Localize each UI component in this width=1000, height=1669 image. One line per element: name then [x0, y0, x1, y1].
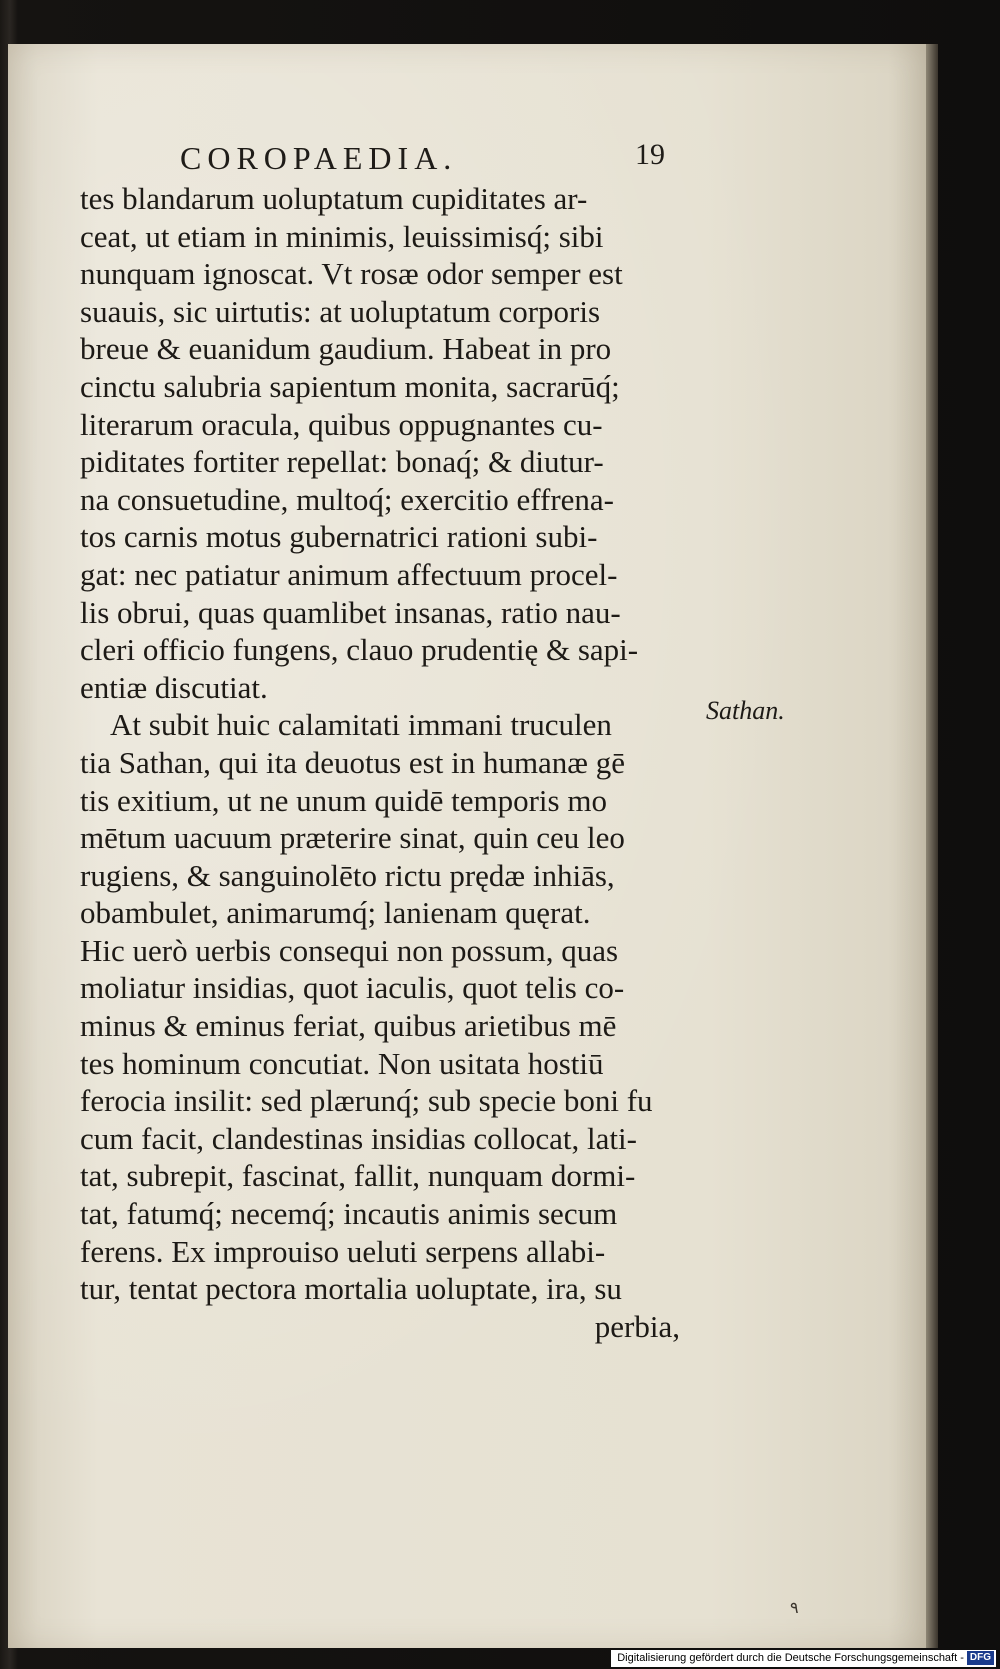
text-line: mētum uacuum præterire sinat, quin ceu leo: [80, 820, 625, 856]
text-line: tat, fatumq́; necemq́; incautis animis secum: [80, 1196, 618, 1232]
text-line: gat: nec patiatur animum affectuum procel-: [80, 556, 618, 592]
text-line: Hic uerò uerbis consequi non possum, quas: [80, 932, 619, 968]
text-line: tes hominum concutiat. Non usitata hostiū: [80, 1045, 604, 1081]
text-line: piditates fortiter repellat: bonaq́; & diutur-: [80, 444, 604, 480]
text-line: cinctu salubria sapientum monita, sacrarūq́;: [80, 368, 620, 404]
text-line: ferens. Ex improuiso ueluti serpens allabi-: [80, 1233, 606, 1269]
digitization-credit: [611, 1650, 996, 1667]
text-line: moliatur insidias, quot iaculis, quot telis co-: [80, 970, 625, 1006]
text-line: minus & eminus feriat, quibus arietibus mē: [80, 1008, 617, 1044]
text-line: entiæ discutiat.: [80, 669, 268, 705]
text-line: ferocia insilit: sed plærunq́; sub specie boni fu: [80, 1083, 653, 1119]
ink-mark-icon: ٩: [790, 1598, 799, 1617]
text-line: tia Sathan, qui ita deuotus est in humanæ gē: [80, 744, 625, 780]
text-line: breue & euanidum gaudium. Habeat in pro: [80, 331, 612, 367]
text-line: nunquam ignoscat. Vt rosæ odor semper est: [80, 256, 623, 292]
text-line: tes blandarum uoluptatum cupiditates ar-: [80, 181, 588, 216]
text-line: At subit huic calamitati immani truculen: [110, 707, 612, 743]
credit-text: Digitalisierung gefördert durch die Deutsche Forschungsgemeinschaft -: [617, 1652, 964, 1664]
page-edge: [926, 44, 938, 1648]
text-line: tur, tentat pectora mortalia uoluptate, ira, su: [80, 1271, 622, 1307]
text-line: suauis, sic uirtutis: at uoluptatum corporis: [80, 293, 601, 329]
running-title: COROPAEDIA.: [180, 140, 458, 176]
text-line: cleri officio fungens, clauo prudentię & sapi-: [80, 632, 639, 668]
marginal-note: Sathan.: [706, 696, 785, 725]
catchword-line: perbia,: [594, 1308, 680, 1344]
text-line: rugiens, & sanguinolēto rictu prędæ inhiās,: [80, 857, 615, 893]
text-line: tos carnis motus gubernatrici rationi subi-: [80, 519, 598, 555]
text-line: lis obrui, quas quamlibet insanas, ratio nau-: [80, 594, 621, 630]
text-line: literarum oracula, quibus oppugnantes cu-: [80, 406, 603, 442]
text-line: tis exitium, ut ne unum quidē temporis mo: [80, 782, 607, 818]
text-line: tat, subrepit, fascinat, fallit, nunquam dormi-: [80, 1158, 636, 1194]
text-line: ceat, ut etiam in minimis, leuissimisq́; sibi: [80, 218, 604, 254]
dfg-logo: DFG: [967, 1651, 994, 1665]
page-number: 19: [635, 138, 665, 171]
text-line: cum facit, clandestinas insidias collocat, lati-: [80, 1120, 637, 1156]
text-line: obambulet, animarumq́; lanienam quęrat.: [80, 895, 591, 931]
text-line: na consuetudine, multoq́; exercitio effrena-: [80, 481, 614, 517]
text-block: [80, 180, 710, 1345]
